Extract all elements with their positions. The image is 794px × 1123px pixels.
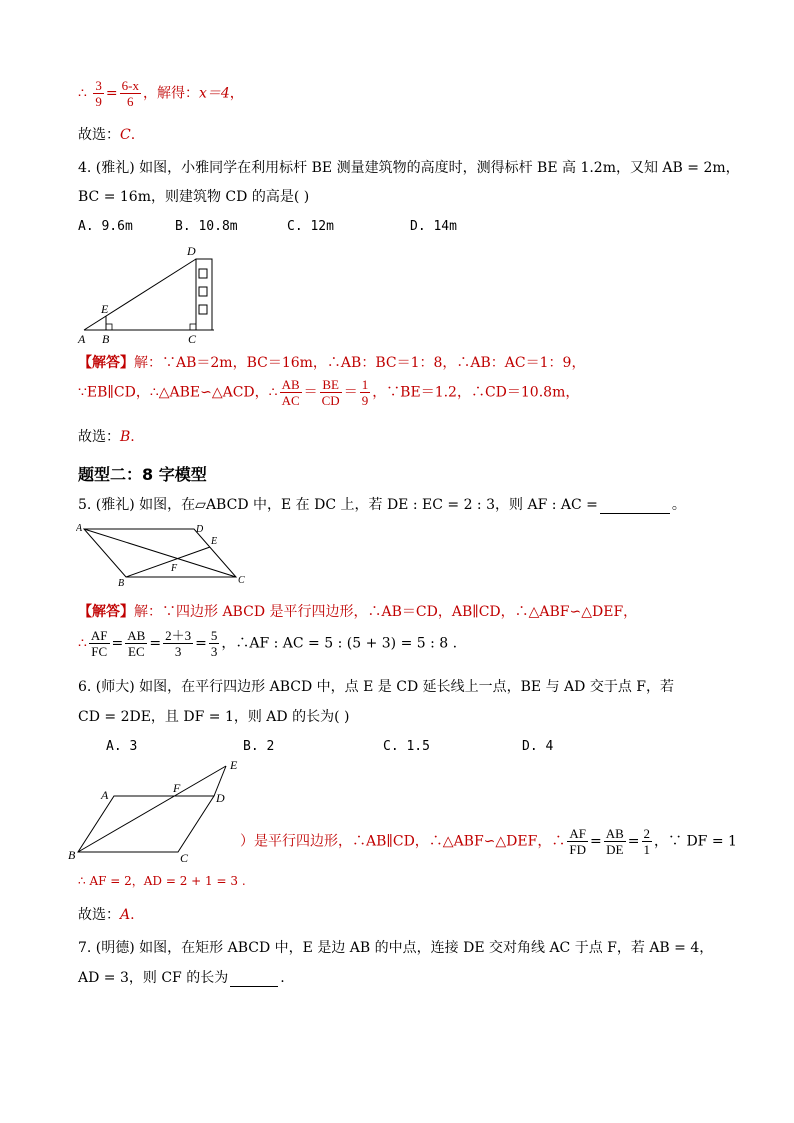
label-e: E	[211, 536, 218, 547]
choose-answer-6: 故选：A.	[78, 907, 135, 923]
q6-option-d: D. 4	[522, 739, 554, 754]
question-6-line1: 6. (师大) 如图，在平行四边形 ABCD 中，点 E 是 CD 延长线上一点，BE 与 AD 交于点 F，若	[78, 679, 674, 695]
q6-option-a: A. 3	[106, 739, 138, 754]
question-7-line1: 7. (明德) 如图，在矩形 ABCD 中，E 是边 AB 的中点，连接 DE 交对角线 AC 于点 F，若 AB = 4，	[78, 940, 714, 956]
choose-answer-4: 故选：B.	[78, 429, 135, 445]
choose-answer-3: 故选：C.	[78, 127, 136, 143]
answer-4-line1: 【解答】解：∵AB＝2m，BC＝16m，∴AB：BC＝1：8，∴AB：AC＝1：9，	[78, 355, 586, 371]
q4-option-a: A. 9.6m	[78, 219, 133, 234]
label-a: A	[76, 523, 83, 534]
q4-option-c: C. 12m	[287, 219, 334, 234]
question-4-line2: BC = 16m，则建筑物 CD 的高是( )	[78, 189, 310, 205]
answer-tag: 【解答】	[78, 355, 134, 371]
label-b: B	[102, 332, 110, 346]
label-f: F	[173, 781, 181, 795]
label-a: A	[78, 332, 86, 346]
label-f: F	[171, 563, 178, 574]
answer-blank	[230, 970, 278, 987]
question-4-line1: 4. (雅礼) 如图，小雅同学在利用标杆 BE 测量建筑物的高度时，测得标杆 BE 高 1.2m，又知 AB = 2m，	[78, 160, 740, 176]
question-6-line2: CD = 2DE，且 DF = 1，则 AD 的长为( )	[78, 709, 350, 725]
label-b: B	[68, 848, 76, 862]
fraction-6-x-6: $\frac{6-x}{6}$	[121, 78, 139, 109]
label-d: D	[216, 791, 225, 805]
label-c: C	[180, 851, 189, 864]
q6-option-b: B. 2	[243, 739, 275, 754]
label-b: B	[118, 578, 125, 589]
label-c: C	[188, 332, 197, 346]
label-a: A	[101, 788, 109, 802]
figure-q6-parallelogram	[66, 756, 250, 864]
label-c: C	[238, 575, 245, 586]
section-heading-8-model: 题型二：8 字模型	[78, 465, 207, 484]
question-5: 5. (雅礼) 如图，在▱ABCD 中，E 在 DC 上，若 DE : EC = 2 : 3，则 AF : AC = 。	[78, 497, 686, 513]
answer-5-line1: 【解答】解：∵四边形 ABCD 是平行四边形，∴AB＝CD，AB∥CD，∴△ABF∽△DEF，	[78, 604, 638, 620]
fraction-3-9: $\frac{3}{9}$	[95, 78, 102, 109]
label-e: E	[101, 302, 109, 316]
q6-option-c: C. 1.5	[383, 739, 430, 754]
answer-6-line2: ∴ AF = 2，AD = 2 + 1 = 3 .	[78, 874, 246, 888]
answer-3-equation: ∴ $\frac{3}{9}$ = $\frac{6-x}{6}$ ，解得：x＝4，	[78, 78, 244, 109]
answer-5-line2: ∴ $\frac{AF}{FC}$ = $\frac{AB}{EC}$ = $\frac{2+3}{3}$ = $\frac{5}{3}$ ，∴AF : AC = 5 : (5 + 3) = 5 : 8 .	[78, 628, 458, 659]
answer-6-line1: ）是平行四边形，∴AB∥CD，∴△ABF∽△DEF，∴ $\frac{AF}{FD}$ = $\frac{AB}{DE}$ = $\frac{2}{1}$ ，∵ DF = 1	[240, 826, 737, 857]
answer-blank	[600, 497, 670, 514]
answer-tag: 【解答】	[78, 604, 134, 620]
label-d: D	[187, 244, 196, 258]
figure-q4-building	[74, 243, 234, 346]
answer-4-line2: ∵EB∥CD，∴△ABE∽△ACD，∴ $\frac{AB}{AC}$ ＝ $\frac{BE}{CD}$ ＝ $\frac{1}{9}$ ，∵BE＝1.2，∴CD＝10.8m，	[78, 377, 580, 408]
therefore-symbol: ∴	[78, 85, 87, 102]
question-7-line2: AD = 3，则 CF 的长为 .	[78, 970, 285, 986]
label-d: D	[196, 524, 204, 535]
q4-option-b: B. 10.8m	[175, 219, 238, 234]
label-e: E	[230, 758, 238, 772]
q4-option-d: D. 14m	[410, 219, 457, 234]
figure-q5-parallelogram	[76, 521, 256, 589]
